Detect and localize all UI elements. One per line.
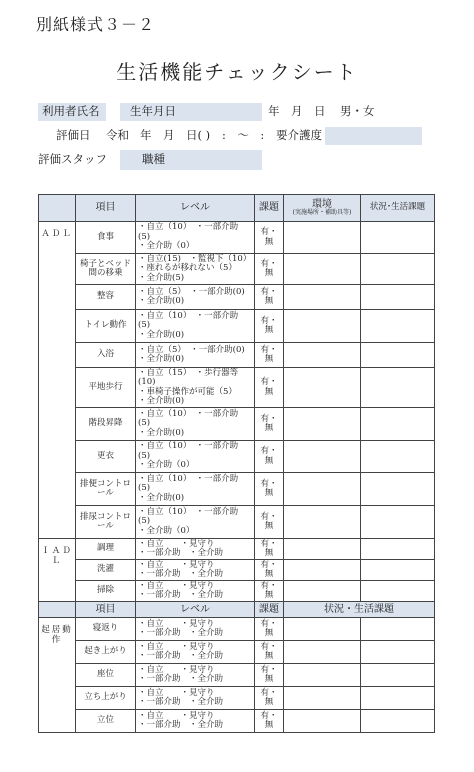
issue-yes-no[interactable]: 有・無 — [255, 664, 284, 687]
status-cell[interactable] — [361, 310, 435, 343]
issue-yes-no[interactable]: 有・無 — [255, 560, 284, 581]
issue-yes-no[interactable]: 有・無 — [255, 581, 284, 602]
table-row — [39, 687, 435, 710]
level-option-line[interactable]: ・車椅子操作が可能（5） — [138, 386, 237, 397]
row-item-label: 洗濯 — [76, 560, 136, 581]
issue-yes-no[interactable]: 有・無 — [255, 687, 284, 710]
env-cell[interactable] — [284, 539, 361, 560]
env-cell[interactable] — [284, 285, 361, 310]
env-cell[interactable] — [284, 408, 361, 441]
status-cell[interactable] — [361, 506, 435, 539]
issue-yes-no[interactable]: 有・無 — [255, 618, 284, 641]
row-item-label: 平地歩行 — [76, 368, 136, 408]
header-status: 状況･生活課題 — [361, 195, 435, 222]
status-cell[interactable] — [361, 285, 435, 310]
level-option-line[interactable]: ・全介助（0） — [138, 460, 195, 471]
level-option-line[interactable]: ・自立 ・見守り — [138, 687, 215, 698]
row-item-label: 座位 — [76, 664, 136, 687]
row-levels[interactable] — [136, 687, 255, 710]
table-row — [39, 285, 435, 310]
env-cell[interactable] — [284, 581, 361, 602]
level-option-line[interactable]: ・自立（10） ・一部介助 — [138, 473, 239, 484]
status-cell[interactable] — [361, 368, 435, 408]
env-cell[interactable] — [284, 687, 361, 710]
level-option-line[interactable]: ・一部介助 ・全介助 — [138, 674, 224, 684]
header-level: レベル — [136, 195, 255, 222]
header-blank — [39, 195, 76, 222]
env-cell[interactable] — [284, 664, 361, 687]
row-levels[interactable] — [136, 254, 255, 285]
status-cell[interactable] — [361, 581, 435, 602]
level-option-line[interactable]: ・全介助（0） — [138, 525, 195, 536]
category-kikyo: 起居動作 — [39, 618, 76, 733]
row-levels[interactable] — [136, 343, 255, 368]
env-cell[interactable] — [284, 343, 361, 368]
row-levels[interactable] — [136, 310, 255, 343]
status-cell[interactable] — [361, 254, 435, 285]
level-option-line[interactable]: ・自立 ・見守り — [138, 538, 215, 549]
row-levels[interactable] — [136, 581, 255, 602]
row-item-label: 起き上がり — [76, 641, 136, 664]
job-type-label: 職種 — [142, 152, 165, 166]
user-name-label: 利用者氏名 — [42, 104, 100, 118]
issue-yes-no[interactable]: 有・無 — [255, 641, 284, 664]
row-item-label: 排便コントロール — [76, 473, 136, 506]
env-cell[interactable] — [284, 618, 361, 641]
level-option-line[interactable]: ・全介助(0) — [138, 427, 185, 438]
category-adl: ＡＤＬ — [39, 222, 76, 539]
birth-date-value: 年 月 日 — [268, 104, 326, 118]
level-option-line[interactable]: ・自立 ・見守り — [138, 580, 215, 591]
level-option-line[interactable]: ・自立 ・見守り — [138, 641, 215, 652]
table-row — [39, 560, 435, 581]
row-item-label: 調理 — [76, 539, 136, 560]
issue-yes-no[interactable]: 有・無 — [255, 473, 284, 506]
issue-yes-no[interactable]: 有・無 — [255, 539, 284, 560]
status-cell[interactable] — [361, 641, 435, 664]
row-levels[interactable] — [136, 710, 255, 733]
status-cell[interactable] — [361, 408, 435, 441]
level-option-line[interactable]: ・自立（5） ・一部介助(0) — [138, 286, 245, 297]
table-row — [39, 618, 435, 641]
row-levels[interactable] — [136, 441, 255, 473]
issue-yes-no[interactable]: 有・無 — [255, 441, 284, 473]
level-option-line[interactable]: (5) — [138, 320, 151, 331]
issue-yes-no[interactable]: 有・無 — [255, 254, 284, 285]
level-option-line[interactable]: ・自立 ・見守り — [138, 710, 215, 721]
env-cell[interactable] — [284, 506, 361, 539]
level-option-line[interactable]: ・自立（15） ・歩行器等 — [138, 367, 239, 378]
issue-yes-no[interactable]: 有・無 — [255, 285, 284, 310]
level-option-line[interactable]: (5) — [138, 231, 151, 242]
status-cell[interactable] — [361, 560, 435, 581]
row-item-label: 階段昇降 — [76, 408, 136, 441]
level-option-line[interactable]: ・全介助（0） — [138, 241, 195, 252]
table-row — [39, 343, 435, 368]
header2-issue: 課題 — [255, 602, 284, 618]
table-row — [39, 539, 435, 560]
row-levels[interactable] — [136, 664, 255, 687]
category-iadl: ＩＡＤＬ — [39, 539, 76, 602]
level-option-line[interactable]: ・全介助(0) — [138, 396, 185, 406]
level-option-line[interactable]: ・全介助(0) — [138, 296, 185, 306]
header-env-label: 環境 — [312, 198, 332, 210]
level-option-line[interactable]: ・一部介助 ・全介助 — [138, 548, 224, 558]
table-header-row — [39, 195, 435, 222]
row-item-label: トイレ動作 — [76, 310, 136, 343]
issue-yes-no[interactable]: 有・無 — [255, 408, 284, 441]
row-levels[interactable] — [136, 539, 255, 560]
row-item-label: 食事 — [76, 222, 136, 254]
level-option-line[interactable]: (5) — [138, 516, 151, 527]
table-row — [39, 441, 435, 473]
level-option-line[interactable]: ・一部介助 ・全介助 — [138, 720, 224, 730]
eval-date-value[interactable]: 年 月 日( ) — [140, 128, 211, 142]
table-row — [39, 473, 435, 506]
row-item-label: 整容 — [76, 285, 136, 310]
row-item-label: 排尿コントロール — [76, 506, 136, 539]
row-item-label: 更衣 — [76, 441, 136, 473]
status-cell[interactable] — [361, 473, 435, 506]
table-row — [39, 310, 435, 343]
table-row — [39, 710, 435, 733]
level-option-line[interactable]: ・自立 ・見守り — [138, 559, 215, 570]
issue-yes-no[interactable]: 有・無 — [255, 222, 284, 254]
row-item-label: 掃除 — [76, 581, 136, 602]
status-cell[interactable] — [361, 687, 435, 710]
staff-label: 評価スタッフ — [38, 152, 107, 166]
level-option-line[interactable]: ・一部介助 ・全介助 — [138, 628, 224, 638]
row-levels[interactable] — [136, 285, 255, 310]
table-row — [39, 506, 435, 539]
eval-date-label: 評価日 — [56, 128, 91, 142]
status-cell[interactable] — [361, 222, 435, 254]
issue-yes-no[interactable]: 有・無 — [255, 310, 284, 343]
level-option-line[interactable]: ・自立（10） ・一部介助 — [138, 441, 239, 452]
level-option-line[interactable]: ・自立（10） ・一部介助 — [138, 222, 239, 233]
birth-date-label: 生年月日 — [130, 104, 176, 118]
issue-yes-no[interactable]: 有・無 — [255, 368, 284, 408]
header-item: 項目 — [76, 195, 136, 222]
header-issue: 課題 — [255, 195, 284, 222]
env-cell[interactable] — [284, 254, 361, 285]
env-cell[interactable] — [284, 310, 361, 343]
header-env-sub: (実施場所・補助具等) — [292, 209, 352, 217]
env-cell[interactable] — [284, 368, 361, 408]
row-levels[interactable] — [136, 222, 255, 254]
env-cell[interactable] — [284, 473, 361, 506]
care-level-label: 要介護度 — [276, 128, 322, 142]
status-cell[interactable] — [361, 343, 435, 368]
table-header-row-2 — [39, 602, 435, 618]
level-option-line[interactable]: ・自立（10） ・一部介助 — [138, 506, 239, 517]
care-level-field[interactable] — [325, 127, 422, 145]
status-cell[interactable] — [361, 441, 435, 473]
row-levels[interactable] — [136, 641, 255, 664]
issue-yes-no[interactable]: 有・無 — [255, 506, 284, 539]
table-row — [39, 408, 435, 441]
row-item-label: 立ち上がり — [76, 687, 136, 710]
level-option-line[interactable]: ・自立 ・見守り — [138, 618, 215, 629]
row-item-label: 入浴 — [76, 343, 136, 368]
level-option-line[interactable]: ・自立（10） ・一部介助 — [138, 310, 239, 321]
level-option-line[interactable]: ・自立 ・見守り — [138, 664, 215, 675]
gender-value[interactable]: 男・女 — [340, 104, 375, 118]
row-levels[interactable] — [136, 368, 255, 408]
env-cell[interactable] — [284, 641, 361, 664]
header2-item: 項目 — [76, 602, 136, 618]
env-cell[interactable] — [284, 710, 361, 733]
level-option-line[interactable]: ・全介助(0) — [138, 329, 185, 340]
issue-yes-no[interactable]: 有・無 — [255, 710, 284, 733]
table-row — [39, 368, 435, 408]
level-option-line[interactable]: (5) — [138, 483, 151, 494]
status-cell[interactable] — [361, 618, 435, 641]
row-levels[interactable] — [136, 506, 255, 539]
level-option-line[interactable]: (10) — [138, 377, 156, 387]
env-cell[interactable] — [284, 560, 361, 581]
table-row — [39, 222, 435, 254]
status-cell[interactable] — [361, 539, 435, 560]
level-option-line[interactable]: ・一部介助 ・全介助 — [138, 590, 224, 600]
header-env — [284, 195, 361, 222]
level-option-line[interactable]: (5) — [138, 418, 151, 429]
header2-blank — [39, 602, 76, 618]
check-table — [38, 194, 435, 733]
page-title: 生活機能チェックシート — [116, 60, 358, 84]
table-row — [39, 581, 435, 602]
level-option-line[interactable]: ・全介助(0) — [138, 492, 185, 503]
eval-time-value[interactable]: : ～ : — [222, 128, 265, 142]
table-row — [39, 254, 435, 285]
header2-level: レベル — [136, 602, 255, 618]
row-levels[interactable] — [136, 560, 255, 581]
level-option-line[interactable]: ・一部介助 ・全介助 — [138, 697, 224, 707]
row-levels[interactable] — [136, 408, 255, 441]
row-item-label: 寝返り — [76, 618, 136, 641]
level-option-line[interactable]: ・全介助(0) — [138, 354, 185, 364]
env-cell[interactable] — [284, 441, 361, 473]
table-row — [39, 664, 435, 687]
level-option-line[interactable]: ・自立(15) ・監視下（10） — [138, 253, 252, 264]
row-item-label: 立位 — [76, 710, 136, 733]
status-cell[interactable] — [361, 710, 435, 733]
level-option-line[interactable]: ・一部介助 ・全介助 — [138, 651, 224, 661]
status-cell[interactable] — [361, 664, 435, 687]
row-item-label: 椅子とベッド間の移乗 — [76, 254, 136, 285]
table-row — [39, 641, 435, 664]
form-number: 別紙様式３－２ — [36, 15, 156, 34]
level-option-line[interactable]: ・座れるが移れない（5） — [138, 263, 237, 274]
level-option-line[interactable]: ・一部介助 ・全介助 — [138, 569, 224, 579]
level-option-line[interactable]: ・全介助(5) — [138, 272, 185, 283]
row-levels[interactable] — [136, 618, 255, 641]
env-cell[interactable] — [284, 222, 361, 254]
row-levels[interactable] — [136, 473, 255, 506]
level-option-line[interactable]: ・自立（5） ・一部介助(0) — [138, 344, 245, 355]
issue-yes-no[interactable]: 有・無 — [255, 343, 284, 368]
level-option-line[interactable]: ・自立（10） ・一部介助 — [138, 408, 239, 419]
header2-status: 状況・生活課題 — [284, 602, 435, 618]
level-option-line[interactable]: (5) — [138, 450, 151, 461]
era-label: 令和 — [106, 128, 129, 142]
